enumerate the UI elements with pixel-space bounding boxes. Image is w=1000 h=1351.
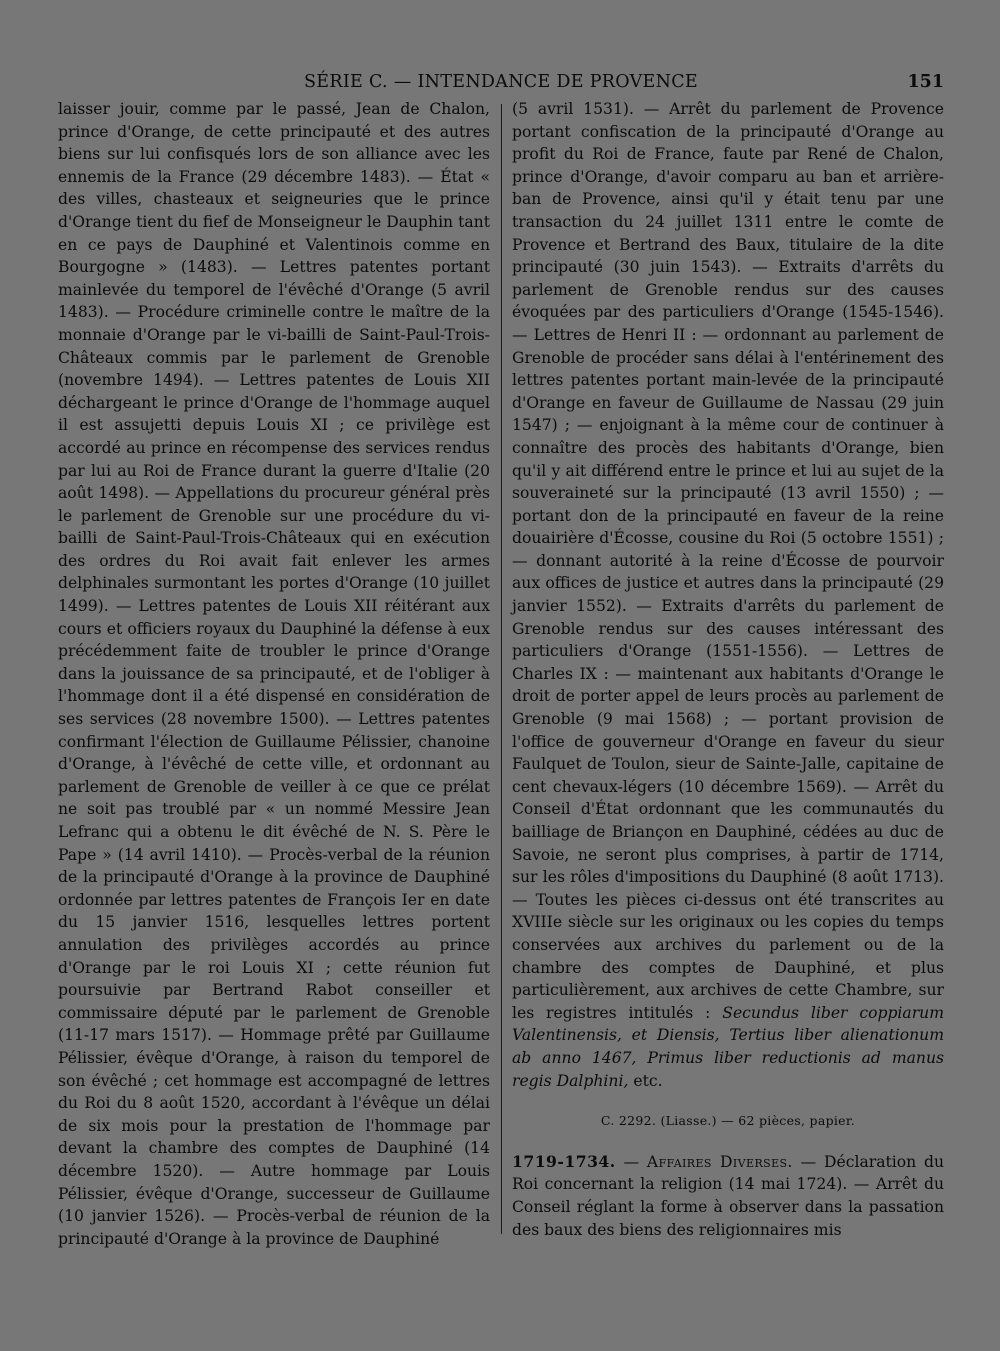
running-header (58, 70, 944, 94)
right-column-text-end: etc. (633, 1071, 663, 1090)
page-number: 151 (907, 72, 944, 92)
right-column (512, 98, 944, 1241)
left-column (58, 98, 490, 1250)
right-column-text: (5 avril 1531). — Arrêt du parlement de Provence portant confiscation de la principauté d'Orange au profit du Roi de France, faute par René de Chalon, prince d'Orange, d'avoir comparu au ban et arrière-ban de Provence, ainsi qu'il y était tenu par une transaction du 24 juillet 1311 entre le comte de Provence et Bertrand des Baux, titulaire de la dite principauté (30 juin 1543). — Extraits d'arrêts du parlement de Grenoble rendus sur des causes évoquées par des particuliers d'Orange (1545-1546). — Lettres de Henri II : — ordonnant au parlement de Grenoble de procéder sans délai à l'entérinement des lettres patentes portant main-levée de la principauté d'Orange en faveur de Guillaume de Nassau (29 juin 1547) ; — enjoignant à la même cour de continuer à connaître des procès des habitants d'Orange, bien qu'il y ait différend entre le prince et lui au sujet de la souveraineté sur la principauté (13 avril 1550) ; — portant don de la principauté en faveur de la reine douairière d'Écosse, cousine du Roi (5 octobre 1551) ; — donnant autorité à la reine d'Écosse de pourvoir aux offices de justice et autres dans la principauté (29 janvier 1552). — Extraits d'arrêts du parlement de Grenoble rendus sur des causes intéressant des particuliers d'Orange (1551-1556). — Lettres de Charles IX : — maintenant aux habitants d'Orange le droit de porter appel de leurs procès au parlement de Grenoble (9 mai 1568) ; — portant provision de l'office de gouverneur d'Orange en faveur du sieur Faulquet de Toulon, sieur de Sainte-Jalle, capitaine de cent chevaux-légers (10 décembre 1569). — Arrêt du Conseil d'État ordonnant que les communautés du bailliage de Briançon en Dauphiné, cédées au duc de Savoie, ne seront plus comprises, à partir de 1714, sur les rôles d'impositions du Dauphiné (8 août 1713). — Toutes les pièces ci-dessus ont été transcrites au XVIIIe siècle sur les originaux ou les copies du temps conservées aux archives du parlement ou de la chambre des comptes de Dauphiné, et plus particulièrement, aux archives de cette Chambre, sur les registres intitulés : (512, 100, 944, 1022)
new-entry (512, 1151, 944, 1241)
source-line: C. 2292. (Liasse.) — 62 pièces, papier. (600, 1113, 856, 1129)
entry-separator: — (623, 1152, 640, 1171)
entry-dates: 1719-1734. (512, 1151, 616, 1171)
column-divider (501, 104, 502, 1234)
entry-text: — Déclaration du Roi concernant la religion (14 mai 1724). — Arrêt du Conseil réglant la forme à observer dans la passation des baux des biens des religionnaires mis (512, 1152, 945, 1239)
left-column-text: laisser jouir, comme par le passé, Jean de Chalon, prince d'Orange, de cette principauté et des autres biens sur lui confisqués lors de son alliance avec les ennemis de la France (29 décembre 1483). — État « des villes, chasteaux et seigneuries que le prince d'Orange tient du fief de Monseigneur le Dauphin tant en ce pays de Dauphiné et Valentinois comme en Bourgogne » (1483). — Lettres patentes portant mainlevée du temporel de l'évêché d'Orange (5 avril 1483). — Procédure criminelle contre le maître de la monnaie d'Orange par le vi-bailli de Saint-Paul-Trois-Châteaux commis par le parlement de Grenoble (novembre 1494). — Lettres patentes de Louis XII déchargeant le prince d'Orange de l'hommage auquel il est assujetti depuis Louis XI ; ce privilège est accordé au prince en récompense des services rendus par lui au Roi de France durant la guerre d'Italie (20 août 1498). — Appellations du procureur général près le parlement de Grenoble sur une procédure du vi-bailli de Saint-Paul-Trois-Châteaux qui en exécution des ordres du Roi avait fait enlever les armes delphinales surmontant les portes d'Orange (10 juillet 1499). — Lettres patentes de Louis XII réitérant aux cours et officiers royaux du Dauphiné la défense à eux précédemment faite de troubler le prince d'Orange dans la jouissance de sa principauté, et de l'obliger à l'hommage dont il a été dispensé en considération de ses services (28 novembre 1500). — Lettres patentes confirmant l'élection de Guillaume Pélissier, chanoine d'Orange, à l'évêché de cette ville, et ordonnant au parlement de Grenoble de veiller à ce que ce prélat ne soit pas troublé par « un nommé Messire Jean Lefranc qui a obtenu le dit évêché de N. S. Père le Pape » (14 avril 1410). — Procès-verbal de la réunion de la principauté d'Orange à la province de Dauphiné ordonnée par lettres patentes de François Ier en date du 15 janvier 1516, lesquelles lettres portent annulation des privilèges accordés au prince d'Orange par le roi Louis XI ; cette réunion fut poursuivie par Bertrand Rabot conseiller et commissaire député par le parlement de Grenoble (11-17 mars 1517). — Hommage prêté par Guillaume Pélissier, évêque d'Orange, à raison du temporel de son évêché ; cet hommage est accompagné de lettres du Roi du 8 août 1520, accordant à l'évêque un délai de six mois pour la prestation de l'hommage par devant la chambre des comptes de Dauphiné (14 décembre 1520). — Autre hommage par Louis Pélissier, évêque d'Orange, successeur de Guillaume (10 janvier 1526). — Procès-verbal de réunion de la principauté d'Orange à la province de Dauphiné (58, 100, 490, 1248)
entry-title: Affaires Diverses. (646, 1152, 793, 1171)
register-titles: Secundus liber coppiarum Valentinensis, et Diensis, Tertius liber alienationum ab anno 1467, Primus liber reductionis ad manus regis Dalphini, (512, 1003, 944, 1090)
header-title: SÉRIE C. — INTENDANCE DE PROVENCE (304, 72, 698, 92)
right-column-paragraph (512, 98, 944, 1092)
